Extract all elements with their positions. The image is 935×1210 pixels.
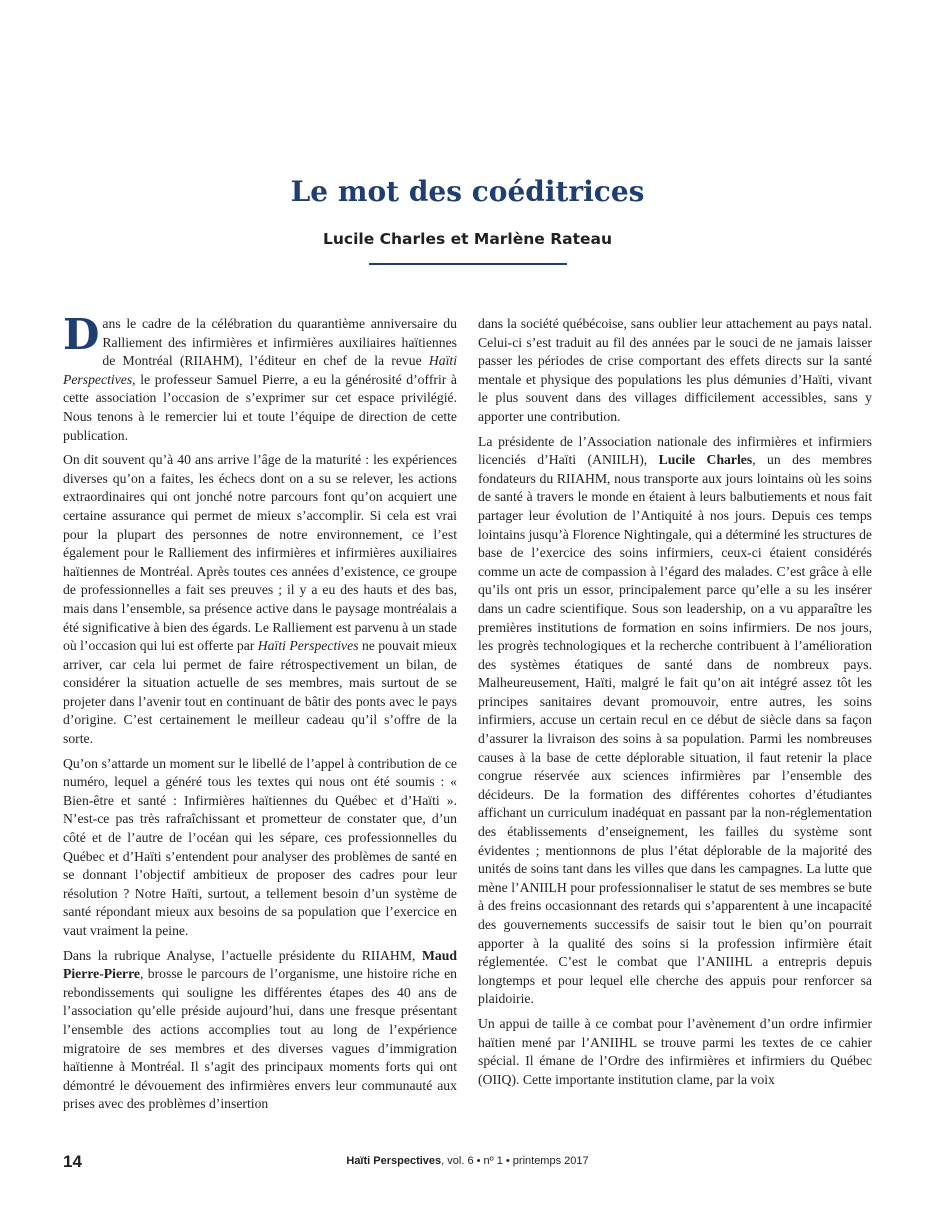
- paragraph-text: , un des membres fondateurs du RIIAHM, nous transporte aux jours lointains où les soins de santé à travers le monde en étaient à leurs balbutiements et nous fait partager leur évolution de l’Antiquité à nos jours. Depuis ces temps lointains jusqu’à Florence Nightingale, qui a déterminé les structures de base de l’exercice des soins infirmiers, ceux-ci étaient considérés comme un acte de compassion à l’égard des malades. C’est grâce à elle qu’ils ont pris un essor, principalement parce qu’elle a su les insérer dans un cadre scientifique. Sous son leadership, on a vu apparaître les premières institutions de formation en soins infirmiers. De nos jours, les progrès technologiques et la recherche contribuent à l’amélioration des systèmes étatiques de santé dans de nombreux pays. Malheureusement, Haïti, malgré le fait qu’on ait intégré assez tôt les principes sanitaires devant promouvoir, entre autres, les soins infirmiers, accuse un certain recul en ce début de siècle dans sa façon d’assurer la livraison des soins à sa population. Parmi les nombreuses causes à la base de cette déplorable situation, il faut retenir la place congrue réservée aux sciences infirmières par l’ensemble des décideurs. De la formation des différentes cohortes d’étudiantes affichant un curriculum inadéquat en passant par la non-réglementation des établissements d’enseignement, les failles du système sont évidentes ; mentionnons de plus l’état déplorable de la majorité des unités de soins tant dans les villes que dans les campagnes. La lutte que mène l’ANIILH pour professionnaliser le statut de ses membres se bute à des freins occasionnant des retards qui s’apparentent à une incapacité des gouvernements successifs de saisir tout le bien qu’on pourrait apporter à la qualité des soins si la profession infirmière était réglementée. C’est le combat que l’ANIIHL a entrepris depuis longtemps et pour lequel elle cherche des appuis pour renforcer sa plaidoirie.: [478, 452, 873, 1007]
- paragraph-text: Un appui de taille à ce combat pour l’avènement d’un ordre infirmier haïtien mené par l’ANIIHL se trouve parmi les textes de ce cahier spécial. Il émane de l’Ordre des infirmières et infirmiers du Québec (OIIQ). Cette importante institution clame, par la voix: [478, 1015, 872, 1087]
- paragraph-text: On dit souvent qu’à 40 ans arrive l’âge de la maturité : les expériences diverses qu’on a faites, les échecs dont on a su se relever, les actions extraordinaires qui ont jonché notre parcours font qu’on acquiert une certaine assurance qui permet de mieux s’accomplir. Si cela est vrai pour la plupart des personnes de notre environnement, ce l’est également pour le Ralliement des infirmières et infirmières auxiliaires haïtiennes de Montréal. Après toutes ces années d’existence, ce groupe de professionnelles a fait ses preuves ; il y a eu des hauts et des bas, mais dans l’ensemble, sa présence active dans le paysage montréalais a été significative à bien des égards. Le Ralliement est parvenu à un stade où l’occasion qui lui est offerte par: [63, 452, 457, 654]
- journal-name: Haïti Perspectives: [346, 1155, 442, 1167]
- paragraph-text: dans la société québécoise, sans oublier leur attachement au pays natal. Celui-ci s’est traduit au fil des années par le souci de ne jamais laisser passer les périodes de crise comportant des effets directs sur la santé mentale et physique des populations les plus démunies d’Haïti, vivant le plus souvent dans des villages difficilement accessibles, sans y apporter une contribution.: [478, 316, 872, 424]
- author-name-bold: Maud Pierre-Pierre: [63, 947, 457, 982]
- left-column: [63, 310, 458, 1120]
- article-title: Le mot des coéditrices: [290, 175, 645, 208]
- page-footer: [0, 1152, 935, 1172]
- page-number: 14: [63, 1152, 82, 1171]
- author-name-bold: Lucile Charles: [658, 452, 753, 468]
- drop-cap: D: [63, 310, 100, 359]
- journal-title-italic: Haïti Perspectives: [257, 638, 359, 654]
- paragraph-text: ans le cadre de la célébration du quarantième anniversaire du Ralliement des infirmières et infirmières auxiliaires haïtiennes de Montréal (RIIAHM), l’éditeur en chef de la revue: [102, 316, 457, 369]
- paragraph-text: ne pouvait mieux arriver, car cela lui permet de faire rétrospectivement un bilan, de considérer la situation actuelle de ses membres, mais surtout de se projeter dans l’avenir tout en continuant de bâtir des ponts avec le pays d’origine. C’est certainement le meilleur cadeau qu’il s’offre de la sorte.: [63, 638, 458, 747]
- journal-issue: , vol. 6 • nº 1 • printemps 2017: [441, 1155, 589, 1167]
- paragraph: [478, 315, 872, 427]
- paragraph-text: , le professeur Samuel Pierre, a eu la générosité d’offrir à cette association l’occasion de s’exprimer sur cet espace privilégié. Nous tenons à le remercier lui et toute l’équipe de direction de cette publication.: [63, 371, 457, 443]
- paragraph: [63, 451, 457, 749]
- paragraph-text: , brosse le parcours de l’organisme, une histoire riche en rebondissements qui souligne les différentes étapes des 40 ans de l’association qu’elle préside aujourd’hui, dans une fresque présentant l’ensemble des actions accomplies tout au long de l’expérience migratoire de ses membres et des diverses vagues d’immigration haïtienne à Montréal. Il s’agit des principaux moments forts qui ont démontré le dévouement des infirmières envers leur communauté aux prises avec des problèmes d’insertion: [63, 966, 457, 1112]
- paragraph-text: Qu’on s’attarde un moment sur le libellé de l’appel à contribution de ce numéro, lequel a généré tous les textes qui nous ont été soumis : « Bien-être et santé : Infirmières haïtiennes du Québec et d’Haïti ». N’est-ce pas très rafraîchissant et prometteur de constater que, d’un côté et de l’autre de l’océan qui les sépare, ces professionnelles du Québec et d’Haïti s’entendent pour analyser des problèmes de santé en se donnant l’objectif ambitieux de proposer des cadres pour leur résolution ? Notre Haïti, surtout, a tellement besoin d’un système de santé répondant mieux aux besoins de sa population que l’exercice en vaut vraiment la peine.: [63, 755, 457, 938]
- article-authors: Lucile Charles et Marlène Rateau: [322, 230, 613, 248]
- paragraph: [478, 1015, 872, 1089]
- journal-title-italic: Haïti Perspectives: [63, 353, 457, 387]
- paragraph: [63, 947, 457, 1114]
- right-column: [478, 315, 872, 1095]
- paragraph: [63, 755, 457, 941]
- paragraph: [478, 433, 872, 1009]
- journal-citation: [0, 1155, 935, 1167]
- paragraph: [63, 310, 457, 445]
- paragraph-text: Dans la rubrique Analyse, l’actuelle présidente du RIIAHM,: [63, 947, 422, 963]
- title-rule: [369, 263, 567, 265]
- paragraph-text: La présidente de l’Association nationale des infirmières et infirmiers licenciés d’Haïti (ANIILH),: [478, 433, 872, 468]
